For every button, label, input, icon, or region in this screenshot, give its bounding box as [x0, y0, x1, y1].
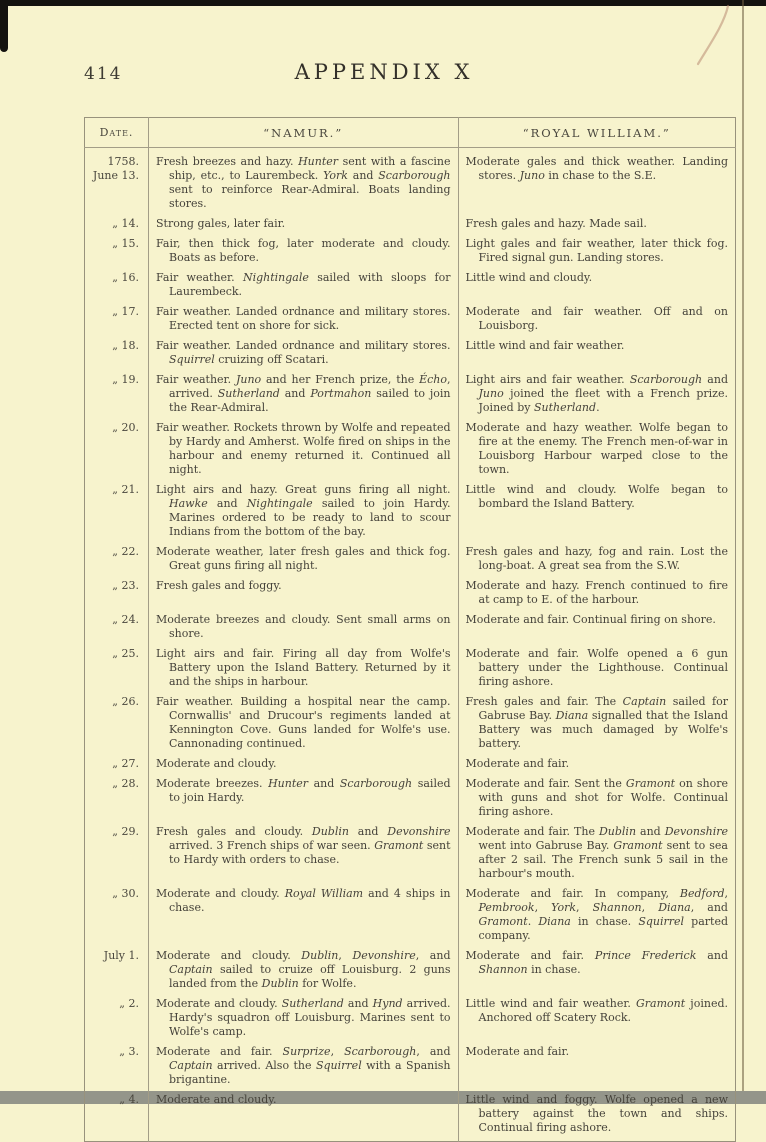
table-row: [85, 777, 736, 825]
table-row: [85, 1045, 736, 1093]
royal-william-log-cell: Little wind and fair weather.: [458, 339, 735, 373]
table-row: [85, 1093, 736, 1142]
page-edge-line: [742, 0, 744, 1104]
date-cell: July 1.: [103, 949, 139, 962]
table-row: [85, 305, 736, 339]
date-cell: „ 24.: [112, 613, 139, 626]
table-row: [85, 695, 736, 757]
table-row: [85, 579, 736, 613]
namur-log-cell: Moderate and cloudy. Sutherland and Hynd arrived. Hardy's squadron off Louisburg. Marines sent to Wolfe's camp.: [149, 997, 459, 1045]
date-cell: 1758. June 13.: [92, 155, 139, 182]
royal-william-log-cell: Moderate and fair. Prince Frederick and Shannon in chase.: [458, 949, 735, 997]
royal-william-log-cell: Moderate and hazy weather. Wolfe began to fire at the enemy. The French men-of-war in Louisborg Harbour warped close to the town.: [458, 421, 735, 483]
date-cell: „ 16.: [112, 271, 139, 284]
log-table-body: [85, 148, 736, 1142]
page-number: 414: [84, 64, 123, 84]
date-cell: „ 22.: [112, 545, 139, 558]
royal-william-log-cell: Moderate gales and thick weather. Landing stores. Juno in chase to the S.E.: [458, 148, 735, 218]
header-row: [85, 118, 736, 148]
namur-log-cell: Fair weather. Landed ordnance and military stores. Erected tent on shore for sick.: [149, 305, 459, 339]
royal-william-log-cell: Little wind and fair weather. Gramont joined. Anchored off Scatery Rock.: [458, 997, 735, 1045]
date-cell: „ 28.: [112, 777, 139, 790]
table-row: [85, 887, 736, 949]
royal-william-log-cell: Fresh gales and fair. The Captain sailed for Gabruse Bay. Diana signalled that the Island Battery was much damaged by Wolfe's battery.: [458, 695, 735, 757]
royal-william-log-cell: Little wind and cloudy. Wolfe began to bombard the Island Battery.: [458, 483, 735, 545]
royal-william-log-cell: Moderate and fair.: [458, 757, 735, 777]
column-header-date: Date.: [85, 118, 149, 148]
table-row: [85, 949, 736, 997]
date-cell: „ 29.: [112, 825, 139, 838]
column-header-royal-william: “ROYAL WILLIAM.”: [458, 118, 735, 148]
table-row: [85, 271, 736, 305]
royal-william-log-cell: Moderate and fair. Continual firing on shore.: [458, 613, 735, 647]
date-cell: „ 20.: [112, 421, 139, 434]
date-cell: „ 4.: [119, 1093, 139, 1106]
namur-log-cell: Fresh gales and foggy.: [149, 579, 459, 613]
date-cell: „ 15.: [112, 237, 139, 250]
namur-log-cell: Moderate and fair. Surprize, Scarborough, and Captain arrived. Also the Squirrel with a Spanish brigantine.: [149, 1045, 459, 1093]
royal-william-log-cell: Light gales and fair weather, later thick fog. Fired signal gun. Landing stores.: [458, 237, 735, 271]
royal-william-log-cell: Moderate and hazy. French continued to fire at camp to E. of the harbour.: [458, 579, 735, 613]
date-cell: „ 3.: [119, 1045, 139, 1058]
namur-log-cell: Moderate and cloudy.: [149, 1093, 459, 1142]
namur-log-cell: Moderate and cloudy. Dublin, Devonshire, and Captain sailed to cruize off Louisburg. 2 guns landed from the Dublin for Wolfe.: [149, 949, 459, 997]
log-table: [84, 117, 736, 1142]
date-cell: „ 25.: [112, 647, 139, 660]
namur-log-cell: Moderate and cloudy.: [149, 757, 459, 777]
namur-log-cell: Fair weather. Landed ordnance and military stores. Squirrel cruizing off Scatari.: [149, 339, 459, 373]
table-row: [85, 613, 736, 647]
royal-william-log-cell: Fresh gales and hazy, fog and rain. Lost the long-boat. A great sea from the S.W.: [458, 545, 735, 579]
date-cell: „ 2.: [119, 997, 139, 1010]
namur-log-cell: Light airs and hazy. Great guns firing all night. Hawke and Nightingale sailed to join Hardy. Marines ordered to be ready to land to scour Indians from the bottom of the bay.: [149, 483, 459, 545]
page-title: APPENDIX X: [294, 60, 474, 84]
royal-william-log-cell: Moderate and fair.: [458, 1045, 735, 1093]
date-cell: „ 27.: [112, 757, 139, 770]
date-cell: „ 14.: [112, 217, 139, 230]
royal-william-log-cell: Little wind and foggy. Wolfe opened a new battery against the town and ships. Continual firing ashore.: [458, 1093, 735, 1142]
royal-william-log-cell: Light airs and fair weather. Scarborough and Juno joined the fleet with a French prize. Joined by Sutherland.: [458, 373, 735, 421]
date-cell: „ 18.: [112, 339, 139, 352]
table-row: [85, 237, 736, 271]
namur-log-cell: Moderate and cloudy. Royal William and 4 ships in chase.: [149, 887, 459, 949]
namur-log-cell: Fair weather. Nightingale sailed with sloops for Laurembeck.: [149, 271, 459, 305]
column-header-namur: “NAMUR.”: [149, 118, 459, 148]
namur-log-cell: Light airs and fair. Firing all day from Wolfe's Battery upon the Island Battery. Returned by it and the ships in harbour.: [149, 647, 459, 695]
table-row: [85, 339, 736, 373]
royal-william-log-cell: Fresh gales and hazy. Made sail.: [458, 217, 735, 237]
namur-log-cell: Fair, then thick fog, later moderate and cloudy. Boats as before.: [149, 237, 459, 271]
namur-log-cell: Fair weather. Rockets thrown by Wolfe and repeated by Hardy and Amherst. Wolfe fired on ships in the harbour and enemy returned it. Continued all night.: [149, 421, 459, 483]
date-cell: „ 17.: [112, 305, 139, 318]
table-row: [85, 545, 736, 579]
table-row: [85, 647, 736, 695]
scan-edge-left: [0, 0, 8, 52]
table-row: [85, 997, 736, 1045]
table-row: [85, 217, 736, 237]
royal-william-log-cell: Moderate and fair weather. Off and on Louisborg.: [458, 305, 735, 339]
table-row: [85, 483, 736, 545]
royal-william-log-cell: Moderate and fair. The Dublin and Devonshire went into Gabruse Bay. Gramont sent to sea after 2 sail. The French sunk 5 sail in the harbour's mouth.: [458, 825, 735, 887]
namur-log-cell: Fresh breezes and hazy. Hunter sent with a fascine ship, etc., to Laurembeck. York and Scarborough sent to reinforce Rear-Admiral. Boats landing stores.: [149, 148, 459, 218]
namur-log-cell: Moderate breezes and cloudy. Sent small arms on shore.: [149, 613, 459, 647]
table-row: [85, 757, 736, 777]
pen-mark: [688, 2, 736, 68]
date-cell: „ 19.: [112, 373, 139, 386]
royal-william-log-cell: Little wind and cloudy.: [458, 271, 735, 305]
namur-log-cell: Moderate breezes. Hunter and Scarborough sailed to join Hardy.: [149, 777, 459, 825]
date-cell: „ 30.: [112, 887, 139, 900]
date-cell: „ 26.: [112, 695, 139, 708]
royal-william-log-cell: Moderate and fair. Wolfe opened a 6 gun battery under the Lighthouse. Continual firing ashore.: [458, 647, 735, 695]
namur-log-cell: Fresh gales and cloudy. Dublin and Devonshire arrived. 3 French ships of war seen. Gramont sent to Hardy with orders to chase.: [149, 825, 459, 887]
page-edge-band: [736, 0, 766, 1104]
namur-log-cell: Moderate weather, later fresh gales and thick fog. Great guns firing all night.: [149, 545, 459, 579]
table-row: [85, 373, 736, 421]
namur-log-cell: Fair weather. Building a hospital near the camp. Cornwallis' and Drucour's regiments landed at Kennington Cove. Guns landed for Wolfe's use. Cannonading continued.: [149, 695, 459, 757]
table-row: [85, 825, 736, 887]
scan-edge-top: [0, 0, 766, 6]
date-cell: „ 21.: [112, 483, 139, 496]
table-row: [85, 421, 736, 483]
namur-log-cell: Fair weather. Juno and her French prize, the Écho, arrived. Sutherland and Portmahon sailed to join the Rear-Admiral.: [149, 373, 459, 421]
royal-william-log-cell: Moderate and fair. Sent the Gramont on shore with guns and shot for Wolfe. Continual firing ashore.: [458, 777, 735, 825]
table-row: [85, 148, 736, 218]
royal-william-log-cell: Moderate and fair. In company, Bedford, Pembrook, York, Shannon, Diana, and Gramont. Diana in chase. Squirrel parted company.: [458, 887, 735, 949]
date-cell: „ 23.: [112, 579, 139, 592]
namur-log-cell: Strong gales, later fair.: [149, 217, 459, 237]
